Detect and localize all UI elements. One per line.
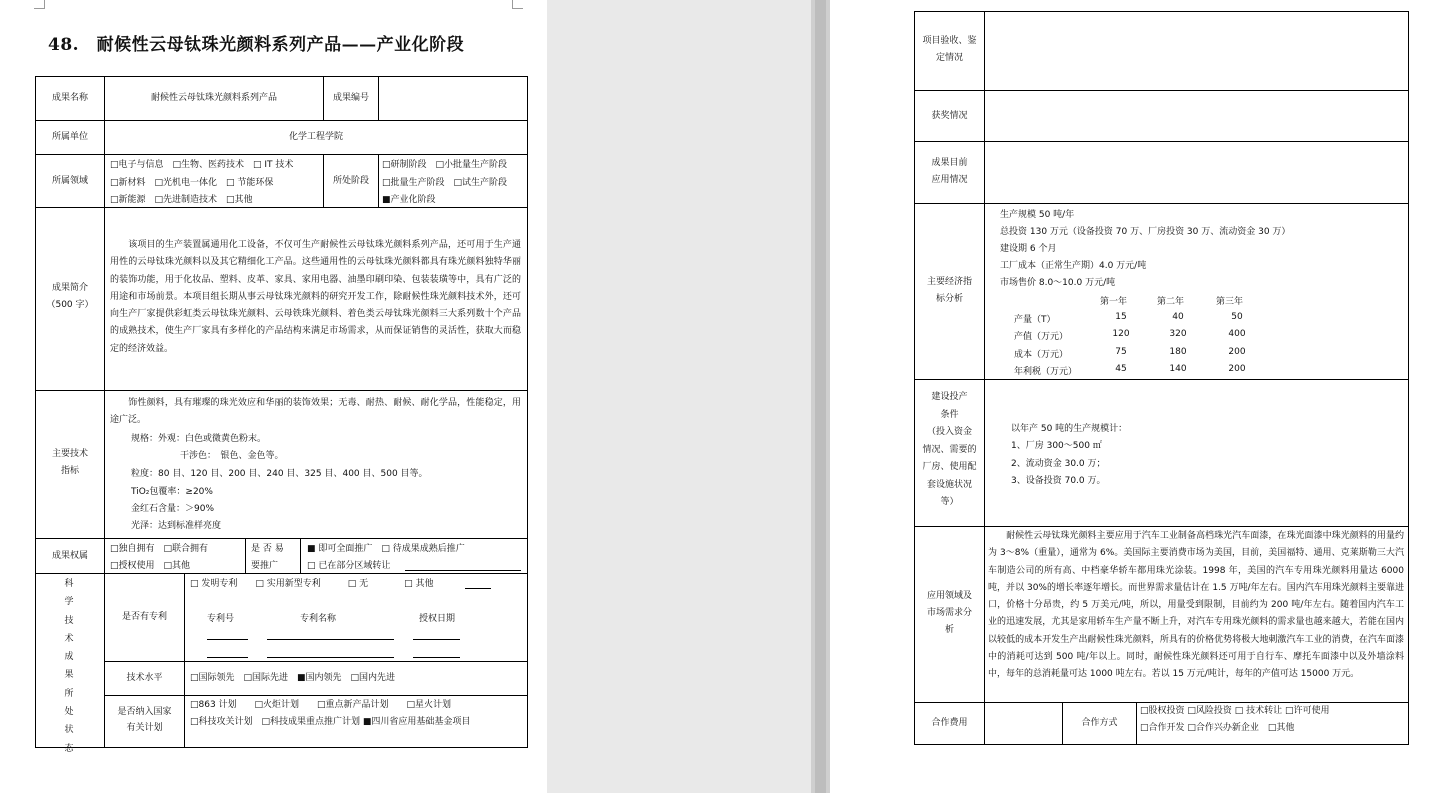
status-vertical-char: 状	[64, 725, 74, 736]
unit-value: 化学工程学院	[288, 132, 343, 142]
scroll-thumb[interactable]	[815, 0, 826, 793]
status-vertical-char: 处	[64, 707, 74, 718]
market-text: 耐候性云母钛珠光颜料主要应用于汽车工业制备高档珠光汽车面漆，在珠光面漆中珠光颜料的用量约为 3～8%（重量），通常为 6%。美国际主要消费市场为美国，目前，美国福特、通用、克莱斯勒三大汽车制造公司的所有高、中档豪华轿车都用珠光涂装。1998 年，美国的汽车专用珠光颜料用量达 6000 吨，并以 30%的增长率逐年增长。而世界需求量估计在 1.5 万吨/年左右。国内汽车用珠光颜料主要靠进口，价格十分昂贵，约 5 万美元/吨，所以，用量受到限制，目前约为 200 吨/年左右。随着国内汽车工业的迅速发展，尤其是家用轿车生产量不断上升，对汽车专用珠光颜料的需求量也越来越大，若能在国内以较低的成本开发生产出耐候性珠光颜料，所具有的价格优势将极大地刺激汽车工业的消费，在汽车面漆中的消耗可达到 500 吨/年以上。同时，耐候性珠光颜料还可用于自行车、摩托车面漆中以及外墙涂料中，每年的总消耗量可达 1000 吨左右。若以 15 万元/吨计，每年的产值可达 15000 万元。	[988, 531, 1404, 680]
apply-label-line: 应用情况	[931, 175, 968, 185]
accept-label-line: 定情况	[935, 53, 963, 63]
econ-line: 工厂成本（正常生产期）4.0 万元/吨	[1000, 261, 1147, 271]
econ-label	[915, 274, 984, 308]
intro-label: 成果简介	[51, 283, 88, 293]
coop-fee-label: 合作费用	[931, 718, 968, 728]
plan-label-line: 有关计划	[126, 723, 163, 733]
plan-options-line[interactable]: □科技攻关计划 □科技成果重点推广计划 ■四川省应用基础基金项目	[190, 717, 471, 727]
name-label: 成果名称	[51, 93, 88, 103]
econ-table-cell: 200	[1228, 363, 1246, 374]
apply-label-line: 成果目前	[931, 158, 968, 168]
code-value	[379, 77, 527, 120]
stage-options-line[interactable]: □研制阶段 □小批量生产阶段	[382, 160, 508, 170]
coop-options-line[interactable]: □合作开发 □合作兴办新企业 □其他	[1140, 723, 1295, 733]
field-label: 所属领域	[51, 175, 88, 186]
patent-label: 是否有专利	[121, 612, 167, 622]
intro-label-group	[36, 280, 104, 314]
invest-line: 3、设备投资 70.0 万。	[1011, 476, 1106, 486]
tech-label-line: 指标	[60, 466, 79, 476]
coop-mode-label: 合作方式	[1081, 718, 1118, 728]
patent-date-field[interactable]	[413, 639, 460, 640]
tech-label-group	[36, 446, 104, 480]
patent-col-name: 专利名称	[300, 614, 337, 624]
patent-col-date: 授权日期	[419, 614, 456, 624]
patent-name-field[interactable]	[267, 657, 394, 658]
coop-options-line[interactable]: □股权投资 □风险投资 □ 技术转让 □许可使用	[1140, 706, 1330, 716]
invest-label-line: 建设投产	[931, 392, 968, 402]
status-vertical-char: 态	[64, 743, 74, 754]
econ-line: 市场售价 8.0～10.0 万元/吨	[1000, 278, 1116, 288]
field-options-line[interactable]: □电子与信息 □生物、医药技术 □ IT 技术	[110, 160, 294, 170]
econ-table-header: 第二年	[1157, 297, 1185, 307]
invest-label	[915, 389, 984, 512]
market-label-line: 应用领域及	[926, 591, 972, 601]
apply-label	[915, 155, 984, 189]
accept-label	[915, 33, 984, 67]
rights-options-line[interactable]: □授权使用 □其他	[110, 561, 191, 571]
coop-fee-value[interactable]	[985, 703, 1062, 744]
econ-table-cell: 45	[1115, 363, 1127, 374]
plan-options-line[interactable]: □863 计划 □火炬计划 □重点新产品计划 □星火计划	[190, 700, 452, 710]
patent-number-field[interactable]	[207, 657, 248, 658]
promo-label-line: 要推广	[251, 561, 279, 571]
stage-options-line[interactable]: ■产业化阶段	[382, 195, 436, 205]
status-vertical-char: 术	[64, 633, 74, 644]
patent-options[interactable]: □ 发明专利 □ 实用新型专利 □ 无 □ 其他	[190, 579, 434, 589]
patent-col-number: 专利号	[207, 614, 235, 624]
status-vertical-char: 科	[64, 579, 74, 589]
patent-other-underline	[465, 588, 491, 589]
document-title: 48. 耐候性云母钛珠光颜料系列产品——产业化阶段	[48, 35, 465, 55]
promo-label-line: 是 否 易	[251, 544, 284, 554]
econ-table-row-label: 成本（万元）	[1014, 349, 1069, 360]
invest-line: 2、流动资金 30.0 万；	[1011, 459, 1106, 469]
status-vertical-char: 果	[64, 670, 74, 681]
code-label: 成果编号	[332, 93, 369, 103]
plan-label-group	[105, 704, 184, 736]
econ-table-cell: 320	[1169, 329, 1187, 340]
intro-text: 该项目的生产装置属通用化工设备，不仅可生产耐候性云母钛珠光颜料系列产品，还可用于生产通用性的云母钛珠光颜料以及其它精细化工产品。这些通用性的云母钛珠光颜料都具有珠光颜料独特华丽的装饰功能，用于化妆品、塑料、皮革、家具、家用电器、油墨印刷印染、包装装璜等中，具有广泛的用途和市场前景。本项目组长期从事云母钛珠光颜料的研究开发工作，除耐候性珠光颜料技术外，还可向生产厂家提供彩虹类云母钛珠光颜料、云母铁珠光颜料、着色类云母钛珠光颜料三大系列数十个产品的成熟技术，使生产厂家具有多样化的产品结构来满足市场需求，从而保证销售的灵活性，获取大而稳定的经济效益。	[110, 240, 521, 354]
tech-label-line: 主要技术	[51, 449, 88, 459]
status-vertical-char: 所	[64, 688, 74, 699]
econ-table-cell: 200	[1228, 346, 1246, 357]
status-vertical-label	[59, 575, 79, 758]
econ-table-header: 第三年	[1216, 297, 1244, 307]
tech-line: 金红石含量：＞90%	[131, 504, 215, 514]
field-options-line[interactable]: □新材料 □光机电一体化 □ 节能环保	[110, 178, 274, 188]
promo-options-line[interactable]: ■ 即可全面推广 □ 待成果成熟后推广	[307, 544, 465, 554]
tech-line: TiO₂包覆率：≥20%	[131, 487, 213, 497]
econ-table-cell: 75	[1115, 346, 1127, 357]
tech-line: 干涉色： 银色、金色等。	[153, 451, 284, 461]
intro-sublabel: （500 字）	[46, 300, 94, 310]
econ-table-row-label: 年利税（万元）	[1014, 366, 1078, 377]
invest-label-line: 等）	[940, 497, 959, 507]
econ-line: 总投资 130 万元（设备投资 70 万、厂房投资 30 万、流动资金 30 万）	[1000, 227, 1291, 237]
field-options-line[interactable]: □新能源 □先进制造技术 □其他	[110, 195, 253, 205]
status-vertical-char: 技	[64, 615, 74, 626]
invest-label-line: 套设施状况	[926, 479, 972, 490]
level-label: 技术水平	[126, 673, 163, 683]
status-vertical-char: 成	[64, 652, 74, 663]
tech-line: 光泽：达到标准样亮度	[131, 521, 222, 531]
accept-label-line: 项目验收、鉴	[922, 36, 977, 46]
invest-label-line: 厂房、使用配	[922, 462, 977, 472]
econ-table-cell: 140	[1169, 363, 1187, 374]
unit-label: 所属单位	[51, 132, 88, 142]
level-options[interactable]: □国际领先 □国际先进 ■国内领先 □国内先进	[190, 673, 396, 683]
document-page-right	[830, 0, 1441, 793]
tech-intro: 饰性颜料，具有璀璨的珠光效应和华丽的装饰效果；无毒、耐热、耐候、耐化学品，性能稳定，用途广泛。	[110, 398, 521, 426]
econ-table-cell: 40	[1172, 312, 1184, 322]
econ-label-line: 标分析	[935, 294, 963, 304]
document-page-left	[0, 0, 547, 793]
patent-date-field[interactable]	[413, 657, 460, 658]
econ-label-line: 主要经济指	[926, 277, 972, 287]
rights-label: 成果权属	[51, 550, 88, 561]
invest-label-line: （投入资金	[926, 427, 972, 437]
econ-table-cell: 400	[1228, 329, 1246, 340]
market-label-line: 市场需求分	[926, 608, 972, 618]
rights-options-line[interactable]: □独自拥有 □联合拥有	[110, 544, 209, 554]
page-gap	[547, 0, 811, 793]
econ-table-cell: 15	[1115, 312, 1127, 322]
econ-line: 建设期 6 个月	[1000, 244, 1057, 254]
name-value: 耐候性云母钛珠光颜料系列产品	[150, 93, 277, 103]
tech-line: 粒度：80 目、120 目、200 目、240 目、325 目、400 目、500 目等。	[131, 469, 428, 479]
award-label: 获奖情况	[931, 110, 968, 121]
market-label	[915, 588, 984, 639]
stage-options-line[interactable]: □批量生产阶段 □试生产阶段	[382, 178, 508, 188]
market-label-line: 析	[944, 625, 954, 635]
stage-label: 所处阶段	[332, 175, 369, 186]
econ-table-cell: 120	[1112, 329, 1130, 340]
invest-label-line: 情况、需要的	[922, 444, 977, 455]
econ-line: 生产规模 50 吨/年	[1000, 210, 1075, 220]
status-vertical-char: 学	[64, 597, 74, 608]
invest-label-line: 条件	[940, 409, 959, 420]
econ-table-row-label: 产量（T）	[1014, 315, 1056, 325]
patent-name-field[interactable]	[267, 639, 394, 640]
tech-line: 规格：外观：白色或微黄色粉末。	[131, 434, 267, 444]
econ-table-header: 第一年	[1100, 297, 1128, 307]
patent-number-field[interactable]	[207, 639, 248, 640]
econ-table-cell: 50	[1231, 312, 1243, 322]
econ-table-row-label: 产值（万元）	[1014, 332, 1069, 343]
promo-underline	[405, 570, 521, 571]
plan-label-line: 是否纳入国家	[117, 707, 172, 717]
invest-line: 1、厂房 300～500 ㎡	[1011, 441, 1102, 451]
promo-options-line[interactable]: □ 已在部分区域转让	[307, 561, 391, 571]
invest-line: 以年产 50 吨的生产规模计：	[1011, 424, 1128, 434]
econ-table-cell: 180	[1169, 346, 1187, 357]
